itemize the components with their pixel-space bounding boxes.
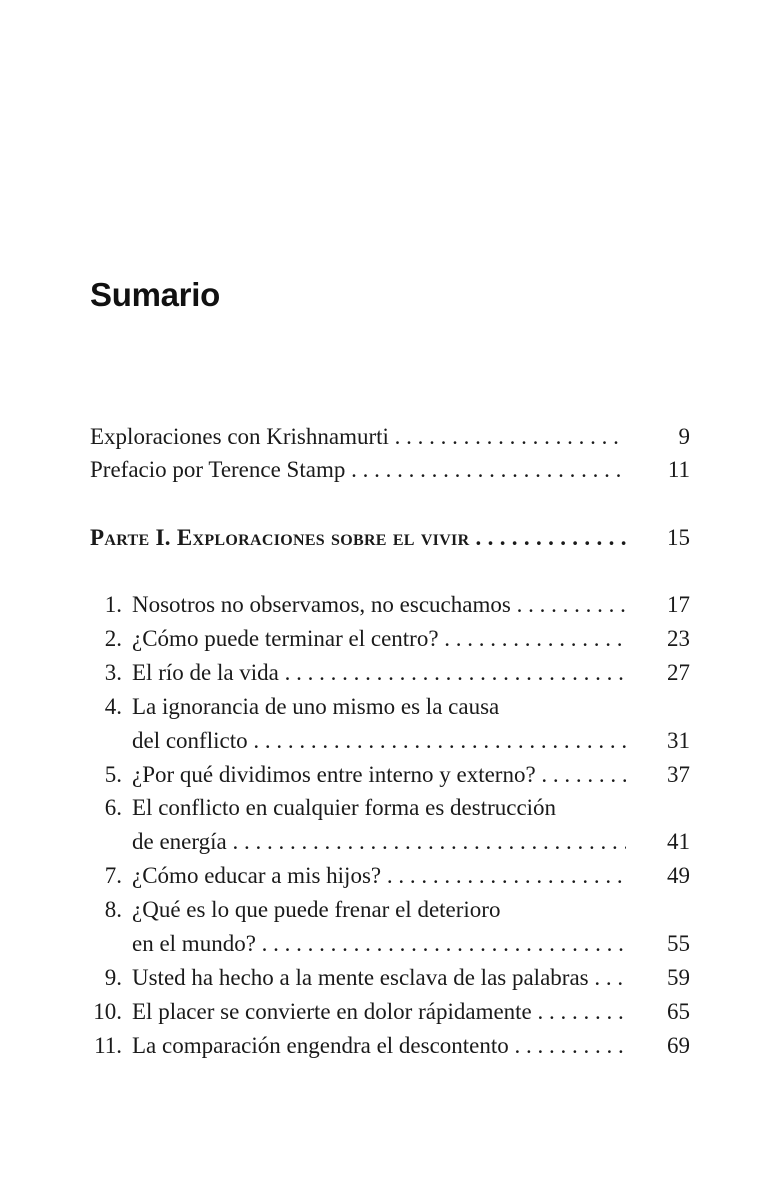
- toc-entry-text: Exploraciones con Krishnamurti . . .: [90, 420, 626, 454]
- chapter-title-continued: del conflicto . . .: [132, 724, 626, 758]
- toc-part-page: 15: [667, 525, 690, 550]
- chapter-title: El placer se convierte en dolor rápidamente . . .: [132, 995, 626, 1029]
- chapter-number: 3.: [104, 660, 122, 685]
- chapter-page: 37: [667, 762, 690, 787]
- toc-entry-page: 11: [667, 457, 690, 482]
- chapter-title: El conflicto en cualquier forma es destrucción: [132, 795, 557, 820]
- toc-entry-page: 9: [678, 424, 690, 449]
- chapter-page: 27: [667, 660, 690, 685]
- chapter-title: El río de la vida . . .: [132, 656, 626, 690]
- chapter-title: La comparación engendra el descontento . . .: [132, 1029, 626, 1063]
- chapter-title: Usted ha hecho a la mente esclava de las palabras . . .: [132, 961, 626, 995]
- chapter-number: 10.: [93, 999, 122, 1024]
- toc-part-text: Parte I. Exploraciones sobre el vivir . . .: [90, 521, 626, 555]
- chapter-number: 1.: [104, 592, 122, 617]
- chapter-title: ¿Cómo educar a mis hijos? . . .: [132, 859, 626, 893]
- toc-part-heading[interactable]: [90, 521, 690, 555]
- chapter-number: 7.: [104, 863, 122, 888]
- chapter-page: 59: [667, 965, 690, 990]
- toc-chapter[interactable]: [90, 690, 690, 724]
- toc-chapter[interactable]: [90, 791, 690, 825]
- chapter-page: 23: [667, 626, 690, 651]
- toc-entry-text: Prefacio por Terence Stamp . . .: [90, 453, 626, 487]
- chapter-number: 5.: [104, 762, 122, 787]
- toc-chapter[interactable]: [90, 588, 690, 622]
- chapter-number: 9.: [104, 965, 122, 990]
- toc-chapter-continued[interactable]: [90, 927, 690, 961]
- chapter-title-continued: de energía . . .: [132, 825, 626, 859]
- toc-entry[interactable]: [90, 453, 690, 487]
- toc-chapter-continued[interactable]: [90, 724, 690, 758]
- chapter-page: 55: [667, 931, 690, 956]
- chapter-number: 2.: [104, 626, 122, 651]
- chapter-number: 11.: [94, 1033, 122, 1058]
- toc-chapter-continued[interactable]: [90, 825, 690, 859]
- chapter-number: 6.: [104, 795, 122, 820]
- toc-chapter[interactable]: [90, 622, 690, 656]
- toc-chapter[interactable]: [90, 893, 690, 927]
- toc-entry[interactable]: [90, 420, 690, 454]
- chapter-page: 31: [667, 728, 690, 753]
- chapter-title: Nosotros no observamos, no escuchamos . . .: [132, 588, 626, 622]
- chapter-title: ¿Qué es lo que puede frenar el deterioro: [132, 897, 501, 922]
- page-title: Sumario: [90, 276, 220, 313]
- chapter-page: 17: [667, 592, 690, 617]
- toc-chapter[interactable]: [90, 961, 690, 995]
- toc-chapter[interactable]: [90, 859, 690, 893]
- chapter-number: 4.: [104, 694, 122, 719]
- chapter-page: 65: [667, 999, 690, 1024]
- chapter-title: ¿Por qué dividimos entre interno y externo? . . .: [132, 758, 626, 792]
- chapter-number: 8.: [104, 897, 122, 922]
- chapter-title: ¿Cómo puede terminar el centro? . . .: [132, 622, 626, 656]
- chapter-page: 69: [667, 1033, 690, 1058]
- chapter-title-continued: en el mundo? . . .: [132, 927, 626, 961]
- toc-chapter[interactable]: [90, 758, 690, 792]
- toc-chapter[interactable]: [90, 1029, 690, 1063]
- chapter-page: 49: [667, 863, 690, 888]
- toc-chapter[interactable]: [90, 656, 690, 690]
- toc-chapter[interactable]: [90, 995, 690, 1029]
- chapter-page: 41: [667, 829, 690, 854]
- chapter-title: La ignorancia de uno mismo es la causa: [132, 694, 500, 719]
